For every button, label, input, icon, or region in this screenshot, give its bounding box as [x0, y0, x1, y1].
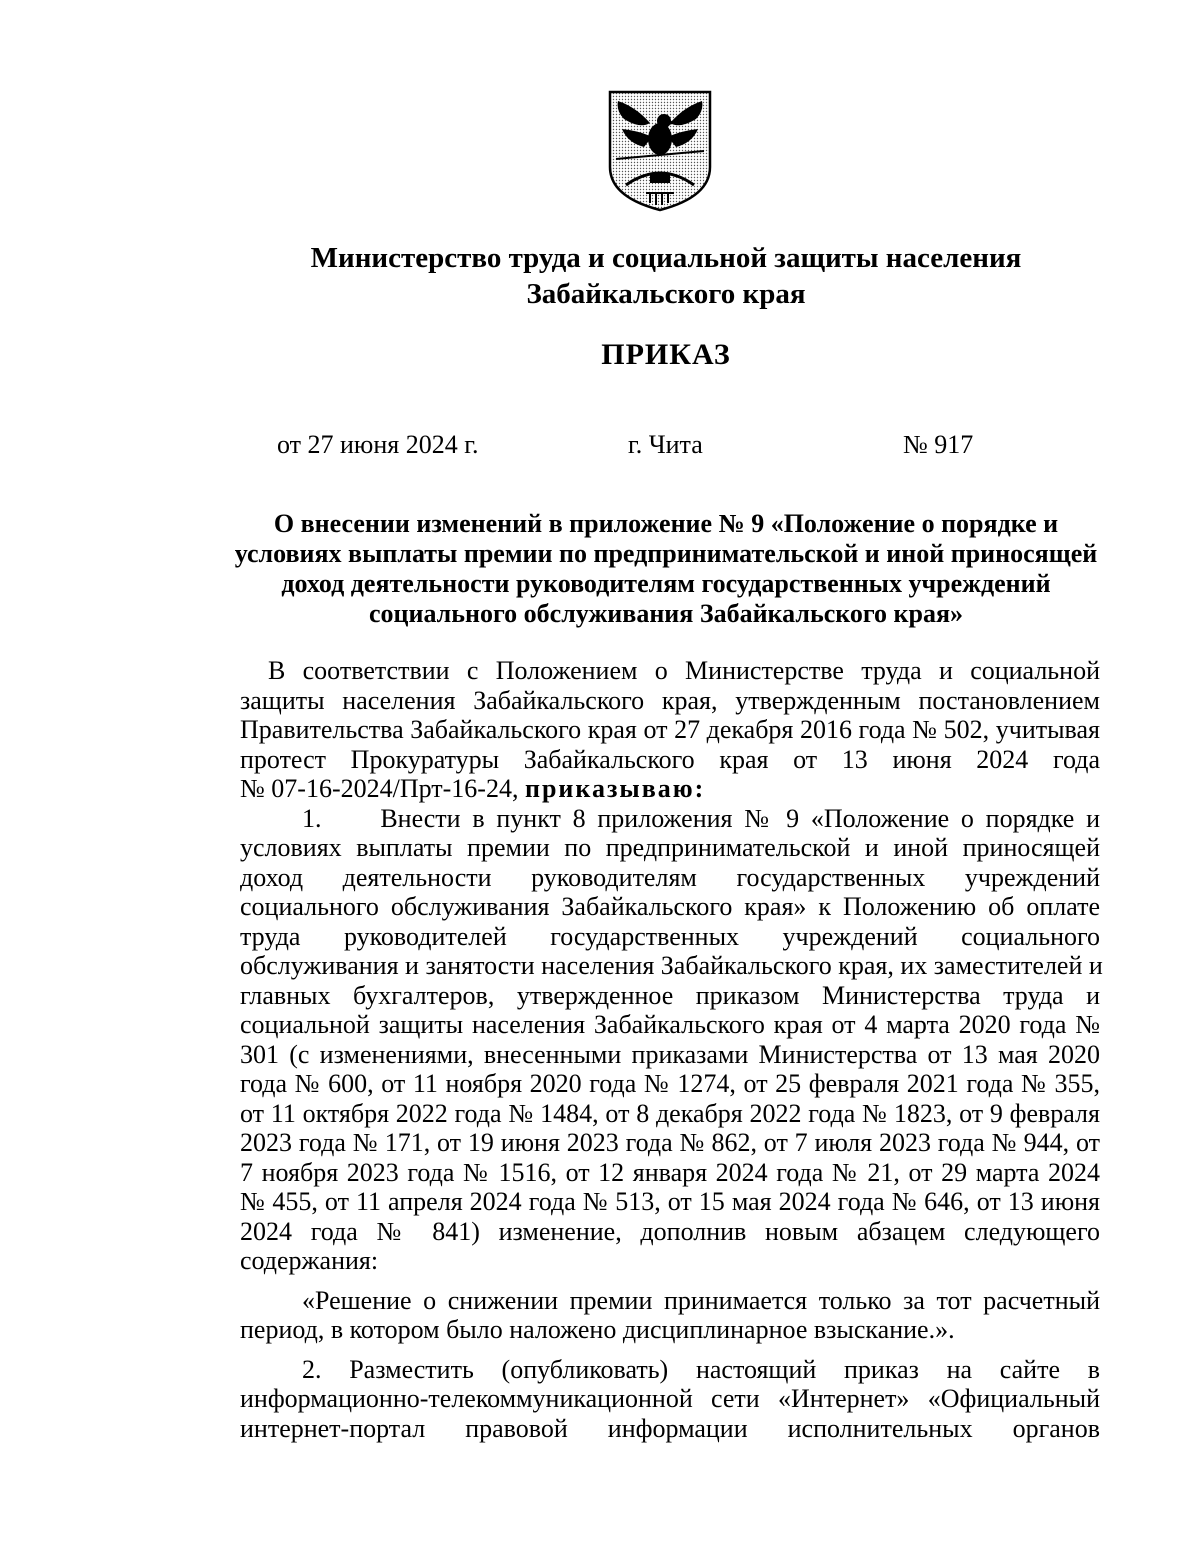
item1-line: 2024 года № 841) изменение, дополнив новым абзацем следующего: [240, 1216, 1100, 1246]
item1-line: социального обслуживания Забайкальского края» к Положению об оплате: [240, 892, 1100, 921]
item1-line: содержания:: [240, 1246, 379, 1275]
preamble-line: протест Прокуратуры Забайкальского края от 13 июня 2024 года: [240, 744, 1100, 774]
quote-line: период, в котором было наложено дисциплинарное взыскание.».: [240, 1315, 955, 1344]
zabaikalsky-krai-coat-of-arms-icon: [606, 89, 714, 213]
preamble-reference: № 07-16-2024/Прт-16-24,: [240, 774, 525, 803]
preamble-line: В соответствии с Положением о Министерстве труда и социальной: [268, 656, 1100, 685]
item1-line: условиях выплаты премии по предпринимательской и иной приносящей: [240, 833, 1100, 862]
item1-line: года № 600, от 11 ноября 2020 года № 1274, от 25 февраля 2021 года № 355,: [240, 1069, 1100, 1098]
item2-line: информационно-телекоммуникационной сети «Интернет» «Официальный: [240, 1384, 1100, 1413]
preamble-line: защиты населения Забайкальского края, утвержденным постановлением: [240, 685, 1100, 715]
item2-line: 2. Разместить (опубликовать) настоящий приказ на сайте в: [302, 1354, 1100, 1384]
item1-line: главных бухгалтеров, утвержденное приказом Министерства труда и: [240, 980, 1100, 1010]
document-type: ПРИКАЗ: [601, 338, 731, 371]
item1-line: 1. Внести в пункт 8 приложения № 9 «Положение о порядке и: [302, 803, 1100, 833]
item1-line: доход деятельности руководителям государственных учреждений: [240, 862, 1100, 892]
preamble-last-line: [240, 774, 1100, 804]
item1-line: социальной защиты населения Забайкальского края от 4 марта 2020 года №: [240, 1010, 1100, 1039]
order-city: г. Чита: [628, 430, 703, 459]
item1-line: 7 ноября 2023 года № 1516, от 12 января 2024 года № 21, от 29 марта 2024: [240, 1157, 1100, 1187]
title-line: доход деятельности руководителям государственных учреждений: [281, 569, 1051, 598]
item1-line: 301 (с изменениями, внесенными приказами Министерства от 13 мая 2020: [240, 1039, 1100, 1069]
title-line: социального обслуживания Забайкальского края»: [368, 599, 964, 628]
title-line: О внесении изменений в приложение № 9 «Положение о порядке и: [273, 509, 1059, 538]
ministry-name-line2: Забайкальского края: [526, 278, 806, 310]
item1-line: труда руководителей государственных учреждений социального: [240, 921, 1100, 951]
item1-line: обслуживания и занятости населения Забайкальского края, их заместителей и: [240, 951, 1103, 980]
item1-line: 2023 года № 171, от 19 июня 2023 года № 862, от 7 июля 2023 года № 944, от: [240, 1128, 1100, 1157]
item2-line: интернет-портал правовой информации исполнительных органов: [240, 1413, 1100, 1443]
quote-line: «Решение о снижении премии принимается только за тот расчетный: [302, 1285, 1100, 1315]
title-line: условиях выплаты премии по предпринимательской и иной приносящей: [234, 539, 1098, 568]
order-title: [150, 509, 1182, 629]
order-number: № 917: [903, 430, 974, 459]
ministry-name: [150, 240, 1182, 312]
item1-line: от 11 октября 2022 года № 1484, от 8 декабря 2022 года № 1823, от 9 февраля: [240, 1098, 1100, 1128]
order-word: приказываю:: [524, 774, 706, 803]
preamble-line: Правительства Забайкальского края от 27 декабря 2016 года № 502, учитывая: [240, 715, 1100, 744]
item1-line: № 455, от 11 апреля 2024 года № 513, от 15 мая 2024 года № 646, от 13 июня: [240, 1187, 1100, 1216]
order-body: [240, 656, 1103, 1443]
ministry-name-line1: Министерство труда и социальной защиты населения: [310, 242, 1022, 274]
order-date: от 27 июня 2024 г.: [277, 430, 479, 459]
